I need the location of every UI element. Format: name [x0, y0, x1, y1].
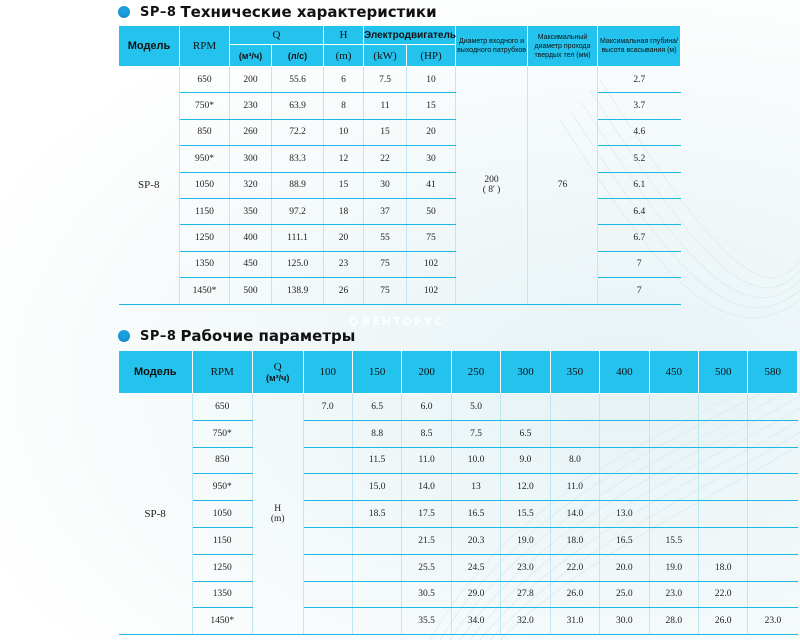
cell-rpm: 1350	[192, 581, 252, 608]
table-row	[119, 527, 798, 554]
cell-head-value	[748, 447, 798, 474]
cell-q_m3h: 400	[230, 225, 272, 251]
cell-rpm: 650	[180, 67, 230, 93]
model-prefix: SP–8	[140, 328, 177, 344]
cell-head-value: 11.0	[402, 447, 451, 474]
cell-head-value: 23.0	[748, 608, 798, 635]
cell-head-value: 24.5	[451, 554, 500, 581]
cell-head-value: 14.0	[550, 501, 599, 528]
header-motor: Электродвигатель	[364, 26, 456, 45]
cell-q_ls: 125.0	[272, 251, 324, 277]
bullet-dot-icon	[118, 330, 130, 342]
cell-rpm: 1150	[180, 198, 230, 224]
cell-head-value	[303, 501, 352, 528]
cell-rpm: 850	[192, 447, 252, 474]
cell-q_m3h: 300	[230, 146, 272, 172]
cell-depth: 7	[598, 278, 681, 304]
cell-h: 8	[324, 93, 364, 119]
cell-q_ls: 111.1	[272, 225, 324, 251]
cell-head-value	[600, 420, 649, 447]
cell-head-value: 17.5	[402, 501, 451, 528]
cell-rpm: 650	[192, 394, 252, 421]
cell-head-value	[748, 474, 798, 501]
h-unit: (m)	[270, 514, 285, 525]
table-row	[119, 474, 798, 501]
header-q	[252, 351, 303, 394]
cell-hp: 75	[407, 225, 456, 251]
cell-head-value: 13.0	[600, 501, 649, 528]
cell-head-value: 10.0	[451, 447, 500, 474]
cell-rpm: 950*	[192, 474, 252, 501]
cell-q_ls: 72.2	[272, 119, 324, 145]
model-cell: SP-8	[119, 67, 180, 305]
header-flow: 300	[501, 351, 550, 394]
cell-head-value	[699, 420, 748, 447]
cell-head-value: 25.5	[402, 554, 451, 581]
cell-head-value	[303, 608, 352, 635]
cell-head-value: 28.0	[649, 608, 698, 635]
section-title-specs	[118, 0, 437, 24]
cell-head-value: 12.0	[501, 474, 550, 501]
cell-head-value: 8.0	[550, 447, 599, 474]
cell-head-value	[748, 420, 798, 447]
header-flow: 200	[402, 351, 451, 394]
diameter-cell	[456, 67, 528, 305]
cell-head-value	[352, 527, 401, 554]
cell-head-value: 11.5	[352, 447, 401, 474]
cell-h: 6	[324, 67, 364, 93]
header-q-label: Q	[273, 361, 282, 373]
header-rpm: RPM	[192, 351, 252, 394]
cell-head-value: 23.0	[501, 554, 550, 581]
cell-head-value: 16.5	[600, 527, 649, 554]
cell-head-value: 31.0	[550, 608, 599, 635]
cell-head-value: 16.5	[451, 501, 500, 528]
h-label-cell	[252, 394, 303, 635]
cell-q_ls: 63.9	[272, 93, 324, 119]
cell-rpm: 850	[180, 119, 230, 145]
table-row	[119, 394, 798, 421]
cell-q_m3h: 230	[230, 93, 272, 119]
table-row	[119, 581, 798, 608]
cell-head-value: 25.0	[600, 581, 649, 608]
header-kw-unit: (kW)	[364, 45, 407, 67]
cell-head-value	[303, 581, 352, 608]
cell-head-value: 22.0	[699, 581, 748, 608]
cell-head-value: 7.0	[303, 394, 352, 421]
cell-head-value	[550, 394, 599, 421]
cell-head-value	[352, 554, 401, 581]
cell-head-value	[748, 554, 798, 581]
cell-head-value: 18.5	[352, 501, 401, 528]
header-flow: 580	[748, 351, 798, 394]
section-title-text: Рабочие параметры	[180, 327, 356, 345]
cell-head-value	[649, 501, 698, 528]
cell-head-value: 9.0	[501, 447, 550, 474]
cell-kw: 11	[364, 93, 407, 119]
cell-head-value: 22.0	[550, 554, 599, 581]
header-flow: 400	[600, 351, 649, 394]
table-row	[119, 501, 798, 528]
header-diameter: Диаметр входного и выходного патрубков	[456, 26, 528, 67]
table-row	[119, 554, 798, 581]
cell-head-value	[550, 420, 599, 447]
cell-head-value	[649, 394, 698, 421]
cell-rpm: 1450*	[192, 608, 252, 635]
table-row	[119, 420, 798, 447]
cell-head-value	[748, 501, 798, 528]
table-row	[119, 67, 681, 93]
cell-head-value	[352, 608, 401, 635]
cell-rpm: 1050	[180, 172, 230, 198]
model-cell: SP-8	[119, 394, 193, 635]
cell-kw: 75	[364, 278, 407, 304]
cell-head-value: 5.0	[451, 394, 500, 421]
cell-head-value	[600, 394, 649, 421]
cell-h: 23	[324, 251, 364, 277]
cell-head-value	[600, 474, 649, 501]
table-row	[119, 447, 798, 474]
cell-hp: 102	[407, 278, 456, 304]
section-title-params	[118, 324, 355, 348]
model-prefix: SP–8	[140, 4, 177, 20]
cell-h: 26	[324, 278, 364, 304]
cell-head-value: 19.0	[501, 527, 550, 554]
cell-head-value	[501, 394, 550, 421]
cell-q_ls: 88.9	[272, 172, 324, 198]
cell-head-value	[303, 420, 352, 447]
cell-head-value	[699, 501, 748, 528]
header-flow: 100	[303, 351, 352, 394]
cell-head-value: 21.5	[402, 527, 451, 554]
cell-hp: 20	[407, 119, 456, 145]
cell-head-value: 27.8	[501, 581, 550, 608]
cell-head-value	[699, 447, 748, 474]
header-h: H	[324, 26, 364, 45]
cell-q_ls: 138.9	[272, 278, 324, 304]
cell-head-value	[303, 447, 352, 474]
header-flow: 350	[550, 351, 599, 394]
cell-kw: 37	[364, 198, 407, 224]
cell-h: 15	[324, 172, 364, 198]
cell-head-value: 18.0	[699, 554, 748, 581]
cell-head-value	[699, 394, 748, 421]
cell-head-value	[748, 394, 798, 421]
cell-hp: 41	[407, 172, 456, 198]
cell-head-value	[600, 447, 649, 474]
cell-head-value: 13	[451, 474, 500, 501]
cell-head-value	[699, 527, 748, 554]
specs-table	[118, 26, 681, 305]
cell-head-value: 26.0	[699, 608, 748, 635]
header-flow: 450	[649, 351, 698, 394]
cell-depth: 3.7	[598, 93, 681, 119]
cell-head-value: 15.0	[352, 474, 401, 501]
cell-rpm: 1150	[192, 527, 252, 554]
watermark	[349, 315, 445, 328]
bullet-dot-icon	[118, 6, 130, 18]
cell-head-value: 14.0	[402, 474, 451, 501]
header-q-unit-ls: (л/с)	[272, 45, 324, 67]
cell-kw: 22	[364, 146, 407, 172]
cell-head-value	[649, 474, 698, 501]
header-h-unit: (m)	[324, 45, 364, 67]
cell-head-value: 26.0	[550, 581, 599, 608]
header-q-unit: (м³/ч)	[265, 373, 290, 383]
cell-q_m3h: 450	[230, 251, 272, 277]
cell-kw: 7.5	[364, 67, 407, 93]
cell-head-value: 29.0	[451, 581, 500, 608]
cell-rpm: 750*	[192, 420, 252, 447]
cell-q_m3h: 320	[230, 172, 272, 198]
header-q-unit-m3h: (м³/ч)	[230, 45, 272, 67]
cell-q_m3h: 200	[230, 67, 272, 93]
cell-rpm: 1250	[180, 225, 230, 251]
header-flow: 500	[699, 351, 748, 394]
cell-head-value	[748, 581, 798, 608]
cell-head-value	[699, 474, 748, 501]
cell-depth: 6.7	[598, 225, 681, 251]
cell-hp: 50	[407, 198, 456, 224]
cell-head-value	[649, 420, 698, 447]
cell-q_ls: 83.3	[272, 146, 324, 172]
cell-head-value: 35.5	[402, 608, 451, 635]
header-model: Модель	[119, 351, 193, 394]
cell-head-value: 15.5	[501, 501, 550, 528]
cell-head-value	[303, 554, 352, 581]
header-model: Модель	[119, 26, 180, 67]
cell-depth: 2.7	[598, 67, 681, 93]
cell-head-value	[303, 527, 352, 554]
cell-kw: 30	[364, 172, 407, 198]
cell-rpm: 1350	[180, 251, 230, 277]
h-label: H	[274, 504, 282, 515]
cell-h: 18	[324, 198, 364, 224]
cell-head-value: 8.5	[402, 420, 451, 447]
cell-head-value: 18.0	[550, 527, 599, 554]
cell-head-value: 15.5	[649, 527, 698, 554]
cell-head-value: 6.5	[501, 420, 550, 447]
cell-head-value	[649, 447, 698, 474]
cell-head-value: 20.0	[600, 554, 649, 581]
cell-head-value: 30.0	[600, 608, 649, 635]
cell-head-value: 8.8	[352, 420, 401, 447]
cell-head-value	[748, 527, 798, 554]
cell-kw: 75	[364, 251, 407, 277]
cell-kw: 15	[364, 119, 407, 145]
header-depth: Максимальная глубина/высота всасывания (м)	[598, 26, 681, 67]
cell-h: 12	[324, 146, 364, 172]
watermark-text: ВЕНТОРУС	[362, 315, 445, 328]
cell-hp: 15	[407, 93, 456, 119]
cell-head-value: 23.0	[649, 581, 698, 608]
cell-hp: 30	[407, 146, 456, 172]
section-title-text: Технические характеристики	[180, 3, 437, 21]
cell-rpm: 950*	[180, 146, 230, 172]
cell-h: 10	[324, 119, 364, 145]
performance-table	[118, 351, 798, 635]
cell-hp: 10	[407, 67, 456, 93]
cell-head-value: 32.0	[501, 608, 550, 635]
cell-q_ls: 55.6	[272, 67, 324, 93]
cell-q_m3h: 500	[230, 278, 272, 304]
header-rpm: RPM	[180, 26, 230, 67]
cell-head-value: 7.5	[451, 420, 500, 447]
cell-head-value: 30.5	[402, 581, 451, 608]
cell-kw: 55	[364, 225, 407, 251]
cell-rpm: 1450*	[180, 278, 230, 304]
solids-cell: 76	[528, 67, 598, 305]
table-row	[119, 608, 798, 635]
cell-head-value: 11.0	[550, 474, 599, 501]
cell-head-value: 20.3	[451, 527, 500, 554]
cell-head-value: 19.0	[649, 554, 698, 581]
cell-h: 20	[324, 225, 364, 251]
diameter-inch: ( 8' )	[482, 185, 501, 196]
header-flow: 250	[451, 351, 500, 394]
cell-rpm: 750*	[180, 93, 230, 119]
cell-depth: 6.4	[598, 198, 681, 224]
cell-depth: 4.6	[598, 119, 681, 145]
cell-head-value	[303, 474, 352, 501]
cell-rpm: 1050	[192, 501, 252, 528]
diameter-value: 200	[484, 175, 499, 186]
cell-hp: 102	[407, 251, 456, 277]
cell-depth: 7	[598, 251, 681, 277]
header-q: Q	[230, 26, 324, 45]
cell-head-value: 6.5	[352, 394, 401, 421]
cell-q_m3h: 260	[230, 119, 272, 145]
cell-depth: 6.1	[598, 172, 681, 198]
cell-head-value: 6.0	[402, 394, 451, 421]
cell-rpm: 1250	[192, 554, 252, 581]
cell-head-value: 34.0	[451, 608, 500, 635]
header-hp-unit: (HP)	[407, 45, 456, 67]
cell-q_ls: 97.2	[272, 198, 324, 224]
header-flow: 150	[352, 351, 401, 394]
cell-head-value	[352, 581, 401, 608]
cell-depth: 5.2	[598, 146, 681, 172]
cell-q_m3h: 350	[230, 198, 272, 224]
header-solids: Максимальный диаметр прохода твердых тел (мм)	[528, 26, 598, 67]
